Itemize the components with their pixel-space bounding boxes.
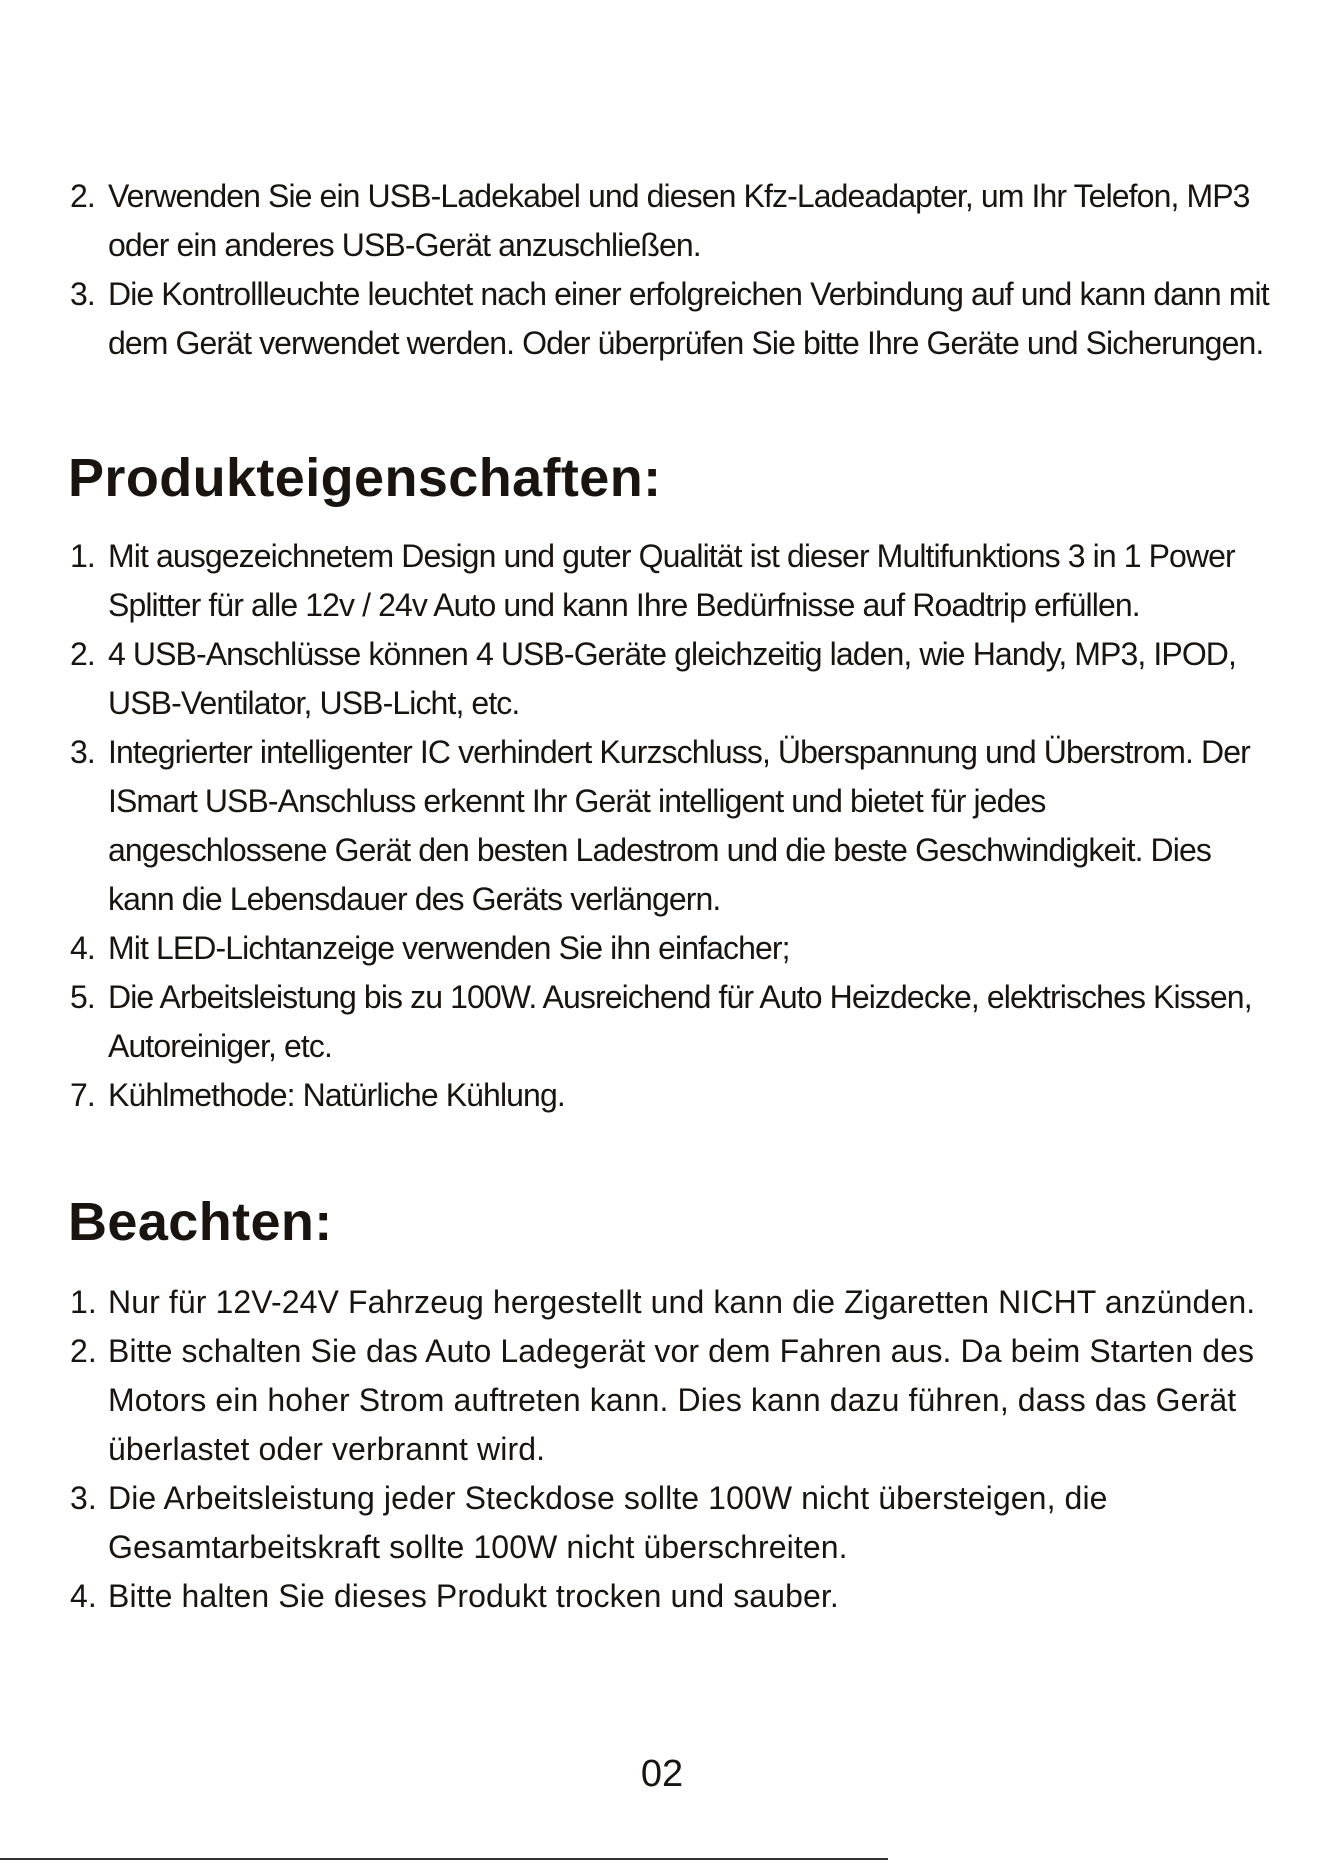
item-text: Verwenden Sie ein USB-Ladekabel und diesen Kfz-Ladeadapter, um Ihr Telefon, MP3 oder ein anderes USB-Gerät anzuschließen. [108,178,1250,263]
item-number: 3. [70,1480,97,1516]
item-text: Die Arbeitsleistung jeder Steckdose sollte 100W nicht übersteigen, die Gesamtarbeitskraft sollte 100W nicht überschreiten. [108,1480,1108,1565]
list-item [70,1278,1270,1327]
item-number: 2. [70,1333,97,1369]
item-text: Bitte schalten Sie das Auto Ladegerät vor dem Fahren aus. Da beim Starten des Motors ein hoher Strom auftreten kann. Dies kann dazu führen, dass das Gerät überlastet oder verbrannt wird. [108,1333,1255,1467]
item-text: 4 USB-Anschlüsse können 4 USB-Geräte gleichzeitig laden, wie Handy, MP3, IPOD, USB-Ventilator, USB-Licht, etc. [108,636,1237,721]
list-item [70,728,1270,924]
item-number: 5. [70,979,95,1015]
list-item [70,270,1270,368]
list-item [70,1572,1270,1621]
item-text: Die Kontrollleuchte leuchtet nach einer erfolgreichen Verbindung auf und kann dann mit dem Gerät verwendet werden. Oder überprüfen Sie bitte Ihre Geräte und Sicherungen. [108,276,1269,361]
item-number: 3. [70,276,95,312]
notes-heading: Beachten: [68,1192,333,1252]
item-number: 1. [70,538,95,574]
item-text: Bitte halten Sie dieses Produkt trocken und sauber. [108,1578,839,1614]
item-text: Mit ausgezeichnetem Design und guter Qualität ist dieser Multifunktions 3 in 1 Power Splitter für alle 12v / 24v Auto und kann Ihre Bedürfnisse auf Roadtrip erfüllen. [108,538,1235,623]
item-number: 1. [70,1284,97,1320]
item-number: 2. [70,636,95,672]
item-text: Integrierter intelligenter IC verhindert Kurzschluss, Überspannung und Überstrom. Der ISmart USB-Anschluss erkennt Ihr Gerät intelligent und bietet für jedes angeschlossene Gerät den besten Ladestrom und die beste Geschwindigkeit. Dies kann die Lebensdauer des Geräts verlängern. [108,734,1250,917]
item-number: 2. [70,178,95,214]
item-text: Die Arbeitsleistung bis zu 100W. Ausreichend für Auto Heizdecke, elektrisches Kissen, Autoreiniger, etc. [108,979,1252,1064]
features-list [70,532,1270,1120]
list-item [70,630,1270,728]
list-item [70,973,1270,1071]
item-number: 4. [70,930,95,966]
item-text: Kühlmethode: Natürliche Kühlung. [108,1077,565,1113]
list-item [70,532,1270,630]
bottom-divider [0,1858,888,1860]
list-item [70,1327,1270,1474]
list-item [70,1071,1270,1120]
item-text: Mit LED-Lichtanzeige verwenden Sie ihn einfacher; [108,930,790,966]
list-item [70,1474,1270,1572]
item-number: 7. [70,1077,95,1113]
features-heading: Produkteigenschaften: [68,448,662,508]
list-item [70,924,1270,973]
item-number: 4. [70,1578,97,1614]
item-text: Nur für 12V-24V Fahrzeug hergestellt und kann die Zigaretten NICHT anzünden. [108,1284,1256,1320]
page-number: 02 [640,1753,684,1795]
intro-steps [70,172,1270,368]
list-item [70,172,1270,270]
item-number: 3. [70,734,95,770]
notes-list [70,1278,1270,1621]
